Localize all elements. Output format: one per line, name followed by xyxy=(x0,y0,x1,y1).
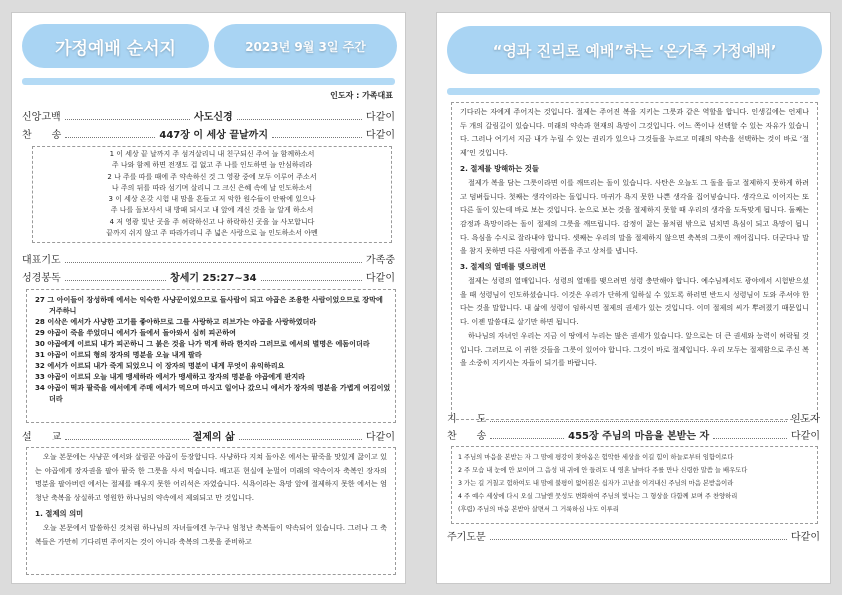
sermon-paragraph: 하나님의 자녀인 우리는 지금 이 땅에서 누리는 많은 권세가 있습니다. 앞으로는 더 큰 권세와 능력이 허락될 것입니다. 그러므로 이 귀한 것들을 그릇이 있어야 합니다. 그것이 바로 절제입니다. 우리 모두는 절제함으로 주신 복을 소중히 지키시는 자들이 되기를 바랍니다. xyxy=(460,330,809,368)
lyric-line: 끝까지 쉬지 않고 주 따라가리니 주 넓은 사랑으로 늘 인도하소서 아멘 xyxy=(106,229,318,238)
row-label: 대표기도 xyxy=(22,255,61,266)
verse: 28 이삭은 에서가 사냥한 고기를 좋아하므로 그를 사랑하고 리브가는 야곱을 사랑하였더라 xyxy=(35,317,317,326)
row-title: 455장 주님의 마음을 본받는 자 xyxy=(568,431,710,442)
sermon-paragraph: 오늘 본문에는 사냥꾼 에서와 살림꾼 야곱이 등장합니다. 사냥하다 지쳐 돌아온 에서는 팥죽을 맛있게 끓이고 있는 야곱에게 장자권을 팔아 팥죽 한 그릇을 사서 먹습니다. 배고픈 현실에 눈멀어 미래의 약속이자 축복인 장자의 명분을 팔아버린 에서는 절제를 배우지 못한 어리석은 자였습니다. 식욕이라는 욕망 앞에 절제하지 못한 에서는 엄청난 축복을 상실하고 영원한 하나님의 약속에서 제외되고 만 것입니다. xyxy=(35,452,387,503)
row-performer: 다같이 xyxy=(791,532,820,543)
sermon-heading: 2. 절제를 방해하는 것들 xyxy=(460,163,539,173)
leader-dots xyxy=(65,280,166,281)
leader-dots xyxy=(65,137,155,138)
verse: 29 야곱이 죽을 쑤었더니 에서가 들에서 돌아와서 심히 피곤하여 xyxy=(35,328,236,337)
sermon-heading: 1. 절제의 의미 xyxy=(35,508,84,518)
leader-dots xyxy=(261,280,362,281)
lyric-line: 3 가는 길 거칠고 험하여도 내 맘에 불평이 없어짐은 십자가 고난을 이겨내신 주님의 마음 본받음이라 xyxy=(458,480,734,487)
sermon-paragraph: 기다리는 자에게 주어지는 것입니다. 절제는 주어진 복을 지키는 그릇과 같은 역할을 합니다. 인생길에는 언제나 두 개의 갈림길이 있습니다. 미래의 약속과 현재의 욕망이 그것입니다. 어느 쪽이나 선택할 수 있는 자유가 있습니다. 그러나 여기서 지금 내가 누릴 수 있는 권리가 있으나 그것들을 누르고 미래의 약속을 선택하는 것이 바로 ‘절제’인 것입니다. xyxy=(460,107,809,158)
verse: 30 야곱에게 이르되 내가 피곤하니 그 붉은 것을 나가 먹게 하라 한지라 그러므로 에서의 별명은 에돔이더라 xyxy=(35,339,370,348)
scripture-box xyxy=(26,289,396,423)
row-confession xyxy=(22,108,395,123)
leader-label: 인도자 : 가족대표 xyxy=(330,91,393,100)
row-performer: 가족중 xyxy=(366,255,395,266)
row-hymn xyxy=(22,126,395,141)
sermon-paragraph: 오늘 본문에서 말씀하신 것처럼 하나님의 자녀들에겐 누구나 엄청난 축복들이 약속되어 있습니다. 그러나 그 축복들은 가만히 기다리면 주어지는 것이 아니라 축복의 그릇을 준비하고 xyxy=(35,522,387,546)
row-label: 성경봉독 xyxy=(22,273,61,284)
lyric-line: 4 저 영광 빛난 곳을 주 허락하신고 나 하락하신 곳을 늘 사모합니다 xyxy=(109,217,315,226)
hymn-lyrics-box xyxy=(451,446,818,524)
leader-dots xyxy=(237,119,362,120)
sermon-box xyxy=(26,447,396,575)
lyric-line: 주 나와 함께 하면 전쟁도 겁 없고 주 나를 인도하면 늘 안심하리라 xyxy=(111,161,313,170)
leader-dots xyxy=(65,439,188,440)
leader-dots xyxy=(65,262,362,263)
header-divider xyxy=(447,88,820,95)
worship-theme-title: “영과 진리로 예배”하는 ‘온가족 가정예배’ xyxy=(447,26,822,74)
lyric-line: 1 주님의 마음을 본받는 자 그 맘에 평강이 찾아옴은 험악한 세상을 이길 힘이 하늘로부터 임함이로다 xyxy=(458,454,734,461)
row-title: 창세기 25:27~34 xyxy=(170,273,257,284)
verse: 31 야곱이 이르되 형의 장자의 명분을 오늘 내게 팔라 xyxy=(35,350,202,359)
right-page xyxy=(436,12,831,584)
lyric-line: 주 나를 돌보사서 내 방패 되시고 내 앞에 계신 것을 늘 알게 하소서 xyxy=(110,206,314,215)
row-sermon xyxy=(22,428,395,443)
leader-dots xyxy=(272,137,362,138)
verse: 33 야곱이 이르되 오늘 내게 맹세하라 에서가 맹세하고 장자의 명분을 야곱에게 판지라 xyxy=(35,372,306,381)
row-title: 447장 이 세상 끝날까지 xyxy=(159,130,268,141)
lyric-line: 3 이 세상 온갖 시험 내 맘을 흔들고 저 악한 원수들이 안팎에 있으나 xyxy=(108,195,316,204)
bulletin-title: 가정예배 순서지 xyxy=(22,24,209,68)
row-label: 신앙고백 xyxy=(22,112,61,123)
row-lords-prayer xyxy=(447,528,820,543)
row-label: 설 교 xyxy=(22,432,62,443)
lyric-line: 4 주 예수 세상에 다시 오실 그날엔 뭇성도 변화하여 주님의 빛나는 그 형상을 다함께 보며 주 찬양하리 xyxy=(458,493,738,500)
hymn-lyrics-box xyxy=(32,146,392,243)
row-title: 절제의 삶 xyxy=(192,432,235,443)
header-divider xyxy=(22,78,395,85)
bulletin-date: 2023년 9월 3일 주간 xyxy=(214,24,397,68)
leader-dots xyxy=(239,439,362,440)
row-performer: 다같이 xyxy=(366,112,395,123)
sermon-heading: 3. 절제의 열매를 맺으려면 xyxy=(460,262,546,272)
lyric-line: 1 이 세상 끝 날까지 주 섬겨살리니 내 친구되신 주여 늘 함께하소서 xyxy=(109,150,315,158)
row-reading xyxy=(22,269,395,284)
row-performer: 다같이 xyxy=(366,130,395,141)
row-prayer xyxy=(22,251,395,266)
row-label: 찬 송 xyxy=(447,431,487,442)
leader-dots xyxy=(713,438,787,439)
verse: 27 그 아이들이 장성하매 에서는 익숙한 사냥꾼이었으므로 들사람이 되고 야곱은 조용한 사람이었으므로 장막에 거주하니 xyxy=(35,295,383,315)
row-hymn xyxy=(447,427,820,442)
row-performer: 인도자 xyxy=(791,414,820,425)
row-label: 찬 송 xyxy=(22,130,62,141)
sermon-paragraph: 절제가 복을 담는 그릇이라면 이를 깨뜨리는 돌이 있습니다. 사탄은 오늘도 그 돌을 들고 절제하지 못하게 하려고 덤벼듭니다. 첫째는 생각이라는 돌입니다. 마귀가 욕지 못한 나쁜 생각을 집어넣습니다. 생각으로 이어지는 또 다른 돌이 있는데 바로 보는 것입니다. 눈으로 보는 것을 절제하지 못할 때 우리의 생각을 도둑맞게 됩니다. 둘째는 감정과 욕망이라는 돌이 절제의 그릇을 깨뜨립니다. 감정이 끓는 물처럼 밖으로 넘치면 욕심이 되고 욕망이 됩니다. 욕심을 수시로 잘라내야 합니다. 셋째는 우리의 말을 절제하지 않으면 축복의 그릇이 깨어집니다. 더군다나 말을 참지 못하면 다른 사람에게 아픔을 주고 상처를 냅니다. xyxy=(460,177,809,256)
sermon-continued-box xyxy=(451,102,818,420)
leader-dots xyxy=(490,539,787,540)
lyric-line: 2 주 모습 내 눈에 안 보이며 그 음성 내 귀에 안 들려도 내 영혼 날마다 주를 만나 신령한 말씀 늘 배우도다 xyxy=(458,467,748,474)
left-page xyxy=(11,12,406,584)
row-title: 사도신경 xyxy=(194,112,233,123)
verse: 32 에서가 이르되 내가 죽게 되었으니 이 장자의 명분이 내게 무엇이 유익하리요 xyxy=(35,361,285,370)
verse: 34 야곱이 떡과 팥죽을 에서에게 주매 에서가 먹으며 마시고 일어나 갔으니 에서가 장자의 명분을 가볍게 여김이었더라 xyxy=(35,383,391,403)
row-label: 기 도 xyxy=(447,414,487,425)
sermon-paragraph: 절제는 성령의 열매입니다. 성령의 열매를 맺으려면 성령 충만해야 합니다. 예수님께서도 광야에서 시험받으셨을 때 성령님이 인도하셨습니다. 이것은 우리가 단하게 일하실 수 있도록 하러면 반드시 성령님이 도와 주셔야 한다는 것을 말합니다. 내 삶에 성령이 임하시면 절제의 권세가 있는 것입니다. 이미 절제의 씨가 뿌려졌기 때문입니다. 이젠 말씀대로 살기만 하면 됩니다. xyxy=(460,276,809,327)
leader-dots xyxy=(490,421,787,422)
row-performer: 다같이 xyxy=(366,432,395,443)
lyric-line: (후렴) 주님의 마음 본받아 살면서 그 거룩하심 나도 이루리 xyxy=(458,506,619,513)
lyric-line: 2 나 주를 따를 때에 주 약속하신 것 그 영광 중에 모두 이루어 주소서 xyxy=(107,172,317,181)
row-prayer xyxy=(447,410,820,425)
leader-dots xyxy=(490,438,564,439)
leader-dots xyxy=(65,119,190,120)
row-performer: 다같이 xyxy=(791,431,820,442)
lyric-line: 나 주의 뒤를 따라 섬기며 살리니 그 크신 은혜 속에 날 인도하소서 xyxy=(111,183,313,192)
row-performer: 다같이 xyxy=(366,273,395,284)
row-label: 주기도문 xyxy=(447,532,486,543)
